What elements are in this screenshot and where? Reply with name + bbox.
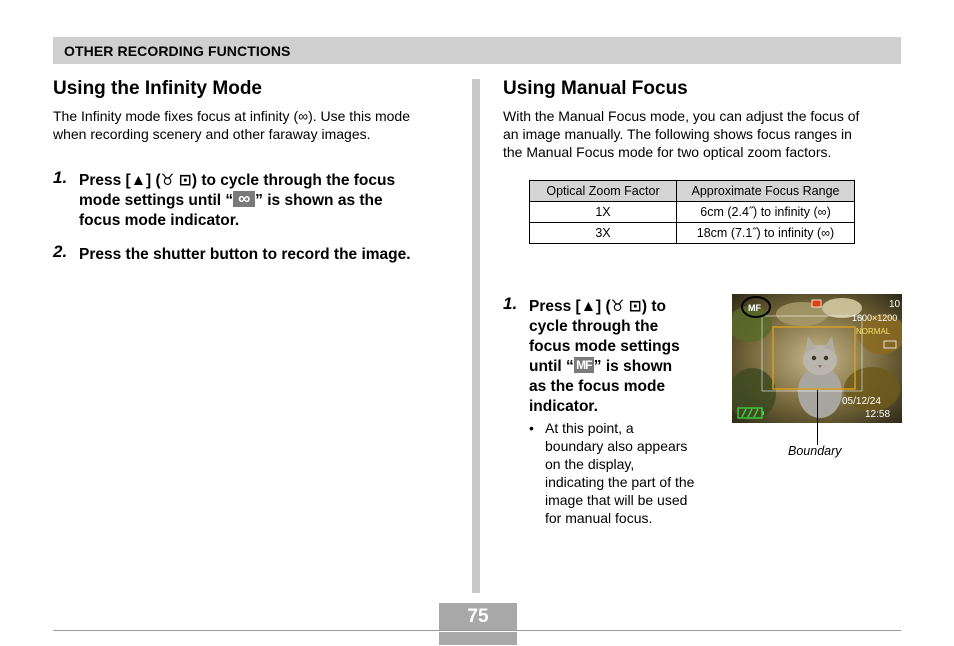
intro-line: an image manually. The following shows focus ranges in xyxy=(503,126,852,142)
step-line: focus mode settings xyxy=(529,338,680,355)
footer-rule xyxy=(53,630,901,631)
manual-focus-intro xyxy=(503,107,903,161)
bullet-line: on the display, xyxy=(545,456,635,472)
manual-focus-section xyxy=(503,78,903,161)
boundary-caption: Boundary xyxy=(788,444,842,458)
manual-focus-title: Using Manual Focus xyxy=(503,78,688,99)
step-line: Press [▲] (♉ ⊡) to xyxy=(529,298,666,315)
bullet-text xyxy=(545,419,713,527)
infinity-mode-title: Using the Infinity Mode xyxy=(53,78,262,99)
intro-line: With the Manual Focus mode, you can adjust the focus of xyxy=(503,108,860,124)
intro-line: The Infinity mode fixes focus at infinity (∞). Use this mode xyxy=(53,108,411,124)
column-divider xyxy=(472,79,480,593)
photo-date: 05/12/24 xyxy=(842,396,881,407)
step-line: focus mode indicator. xyxy=(79,212,240,229)
section-header-title: OTHER RECORDING FUNCTIONS xyxy=(64,43,291,59)
step-line: as the focus mode xyxy=(529,378,666,395)
page-number: 75 xyxy=(439,603,517,630)
intro-line: the Manual Focus mode for two optical zoom factors. xyxy=(503,144,832,160)
table-header-cell: Optical Zoom Factor xyxy=(530,181,677,202)
step-line: indicator. xyxy=(529,398,598,415)
photo-mf-badge: MF xyxy=(748,303,761,313)
infinity-mode-section xyxy=(53,78,453,143)
step-line: cycle through the xyxy=(529,318,659,335)
focus-range-table xyxy=(529,180,855,244)
step-text: Press the shutter button to record the image. xyxy=(79,246,411,263)
infinity-mode-intro xyxy=(53,107,453,143)
table-cell: 6cm (2.4˝) to infinity (∞) xyxy=(677,202,855,223)
table-header-row xyxy=(530,181,855,202)
record-indicator-icon xyxy=(812,300,821,307)
step-number: 1. xyxy=(53,168,68,187)
page-number-box xyxy=(439,603,517,645)
step-text xyxy=(529,297,729,417)
bullet-line: boundary also appears xyxy=(545,438,688,454)
step-text xyxy=(79,171,459,231)
bullet-line: for manual focus. xyxy=(545,510,653,526)
table-cell: 18cm (7.1˝) to infinity (∞) xyxy=(677,223,855,244)
table-row xyxy=(530,223,855,244)
manual-focus-icon: MF xyxy=(574,357,594,373)
step-line: Press [▲] (♉ ⊡) to cycle through the focus xyxy=(79,172,396,189)
table-header-cell: Approximate Focus Range xyxy=(677,181,855,202)
step-number: 1. xyxy=(503,294,518,313)
step-line-part: ” is shown as the xyxy=(255,192,383,209)
bullet-dot: • xyxy=(529,420,534,436)
intro-line: when recording scenery and other faraway images. xyxy=(53,126,371,142)
step-line xyxy=(79,188,459,211)
bullet-line: indicating the part of the xyxy=(545,474,695,490)
step-line xyxy=(529,357,729,377)
photo-time: 12:58 xyxy=(865,409,891,420)
section-header-bar xyxy=(53,37,901,64)
table-row xyxy=(530,202,855,223)
infinity-mode-icon: ∞ xyxy=(233,191,255,207)
bullet-line: image that will be used xyxy=(545,492,688,508)
page-number-tab xyxy=(439,632,517,645)
step-line-part: ” is shown xyxy=(593,358,673,375)
step-number: 2. xyxy=(53,242,68,261)
table-cell: 1X xyxy=(530,202,677,223)
step-line-part: mode settings until “ xyxy=(79,192,234,209)
photo-resolution: 1600×1200 xyxy=(852,313,898,323)
table-cell: 3X xyxy=(530,223,677,244)
boundary-leader-line xyxy=(817,390,818,445)
bullet-line: At this point, a xyxy=(545,420,634,436)
photo-shots-remaining: 10 xyxy=(889,299,901,310)
step-line-part: until “ xyxy=(529,358,574,375)
photo-quality: NORMAL xyxy=(856,327,891,336)
